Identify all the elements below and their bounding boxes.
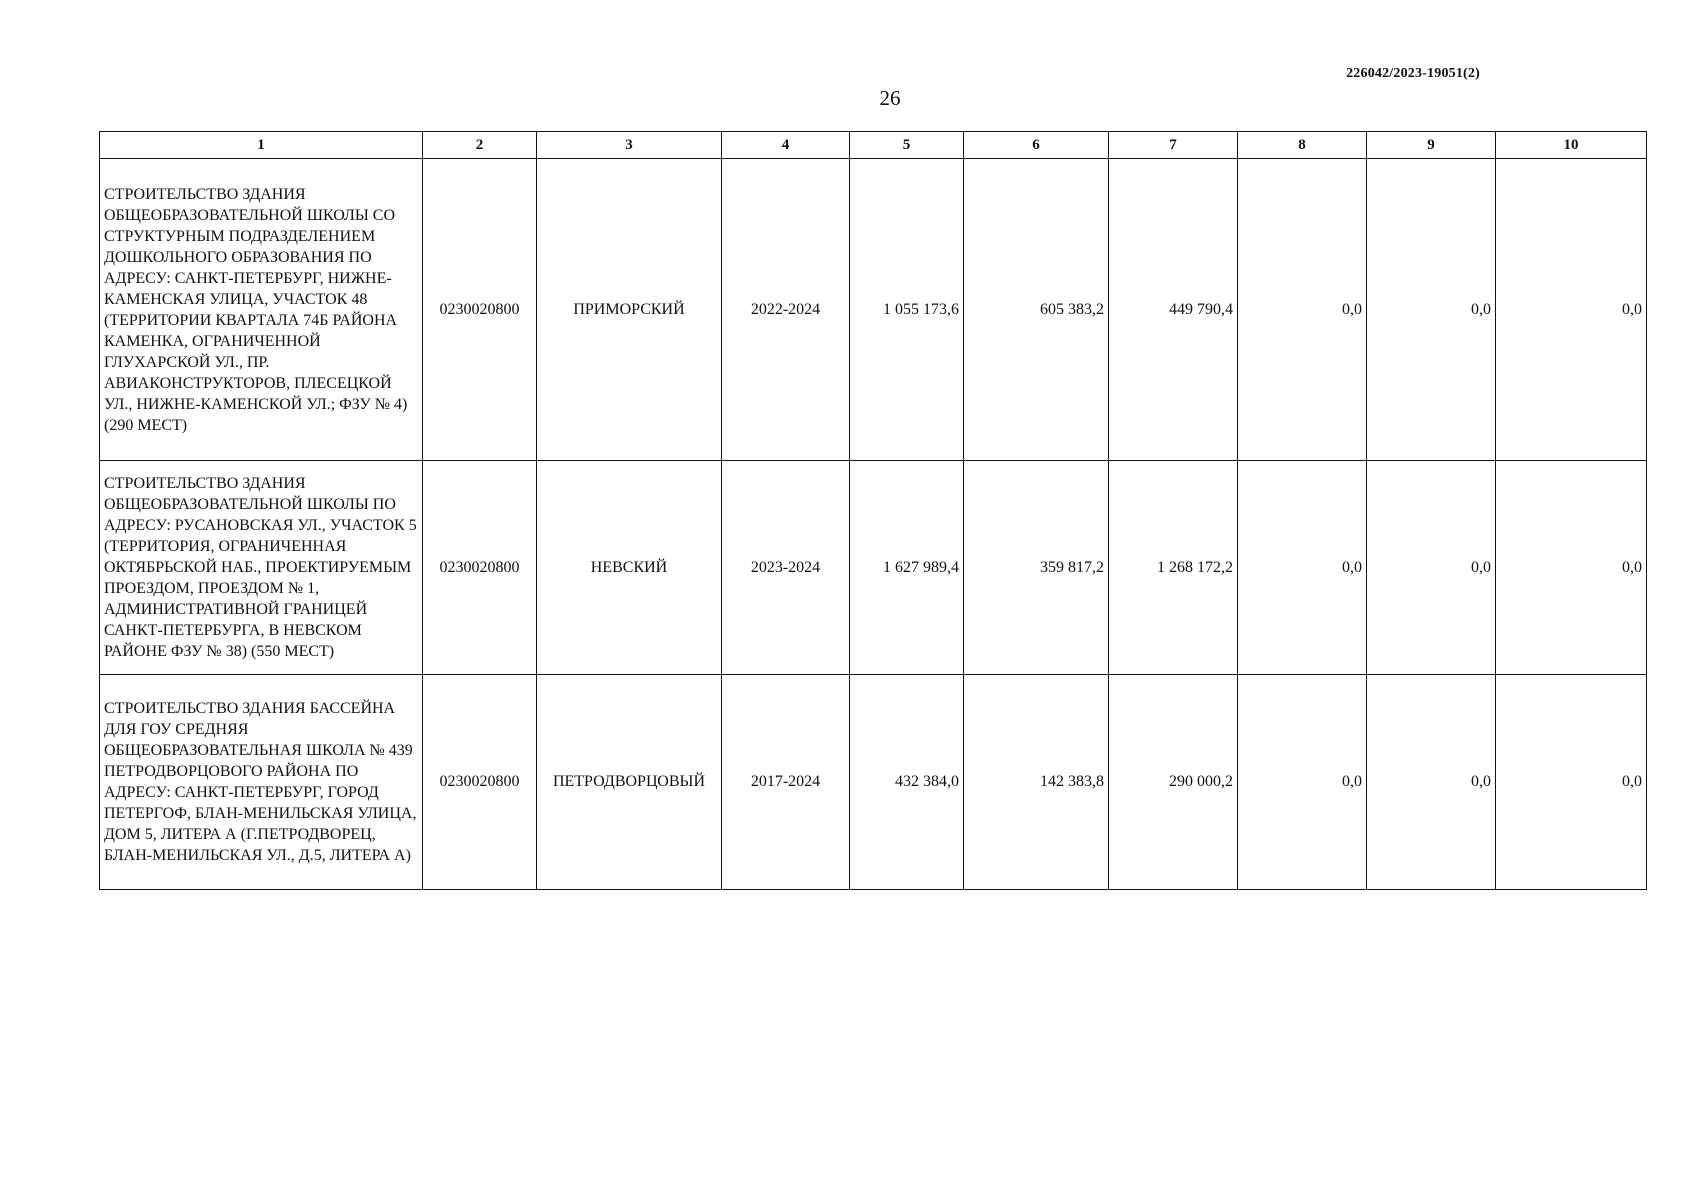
period-cell: 2023-2024 [722,461,850,675]
column-header: 2 [423,132,537,159]
object-name-cell: СТРОИТЕЛЬСТВО ЗДАНИЯ ОБЩЕОБРАЗОВАТЕЛЬНОЙ ШКОЛЫ ПО АДРЕСУ: РУСАНОВСКАЯ УЛ., УЧАСТОК 5 (ТЕРРИТОРИЯ, ОГРАНИЧЕННАЯ ОКТЯБРЬСКОЙ НАБ., ПРОЕКТИРУЕМЫМ ПРОЕЗДОМ, ПРОЕЗДОМ № 1, АДМИНИСТРАТИВНОЙ ГРАНИЦЕЙ САНКТ-ПЕТЕРБУРГА, В НЕВСКОМ РАЙОНЕ ФЗУ № 38) (550 МЕСТ) [100,461,423,675]
value-cell-7: 449 790,4 [1109,159,1238,461]
object-name-cell: СТРОИТЕЛЬСТВО ЗДАНИЯ ОБЩЕОБРАЗОВАТЕЛЬНОЙ ШКОЛЫ СО СТРУКТУРНЫМ ПОДРАЗДЕЛЕНИЕМ ДОШКОЛЬНОГО ОБРАЗОВАНИЯ ПО АДРЕСУ: САНКТ-ПЕТЕРБУРГ, НИЖНЕ-КАМЕНСКАЯ УЛИЦА, УЧАСТОК 48 (ТЕРРИТОРИИ КВАРТАЛА 74Б РАЙОНА КАМЕНКА, ОГРАНИЧЕННОЙ ГЛУХАРСКОЙ УЛ., ПР. АВИАКОНСТРУКТОРОВ, ПЛЕСЕЦКОЙ УЛ., НИЖНЕ-КАМЕНСКОЙ УЛ.; ФЗУ № 4) (290 МЕСТ) [100,159,423,461]
column-header: 9 [1367,132,1496,159]
column-header: 7 [1109,132,1238,159]
budget-code-cell: 0230020800 [423,675,537,890]
table-row [100,159,1647,461]
value-cell-10: 0,0 [1496,675,1647,890]
object-name-cell: СТРОИТЕЛЬСТВО ЗДАНИЯ БАССЕЙНА ДЛЯ ГОУ СРЕДНЯЯ ОБЩЕОБРАЗОВАТЕЛЬНАЯ ШКОЛА № 439 ПЕТРОДВОРЦОВОГО РАЙОНА ПО АДРЕСУ: САНКТ-ПЕТЕРБУРГ, ГОРОД ПЕТЕРГОФ, БЛАН-МЕНИЛЬСКАЯ УЛИЦА, ДОМ 5, ЛИТЕРА А (Г.ПЕТРОДВОРЕЦ, БЛАН-МЕНИЛЬСКАЯ УЛ., Д.5, ЛИТЕРА А) [100,675,423,890]
value-cell-9: 0,0 [1367,159,1496,461]
district-cell: НЕВСКИЙ [537,461,722,675]
investment-table [99,131,1647,890]
value-cell-7: 290 000,2 [1109,675,1238,890]
column-number-row [100,132,1647,159]
value-cell-8: 0,0 [1238,675,1367,890]
district-cell: ПРИМОРСКИЙ [537,159,722,461]
value-cell-8: 0,0 [1238,461,1367,675]
value-cell-5: 432 384,0 [850,675,964,890]
value-cell-6: 605 383,2 [964,159,1109,461]
column-header: 5 [850,132,964,159]
column-header: 1 [100,132,423,159]
value-cell-6: 359 817,2 [964,461,1109,675]
document-registration-number: 226042/2023-19051(2) [1346,66,1480,81]
value-cell-6: 142 383,8 [964,675,1109,890]
budget-code-cell: 0230020800 [423,461,537,675]
value-cell-5: 1 627 989,4 [850,461,964,675]
value-cell-9: 0,0 [1367,461,1496,675]
column-header: 8 [1238,132,1367,159]
period-cell: 2022-2024 [722,159,850,461]
value-cell-9: 0,0 [1367,675,1496,890]
value-cell-8: 0,0 [1238,159,1367,461]
column-header: 4 [722,132,850,159]
value-cell-5: 1 055 173,6 [850,159,964,461]
district-cell: ПЕТРОДВОРЦОВЫЙ [537,675,722,890]
column-header: 6 [964,132,1109,159]
period-cell: 2017-2024 [722,675,850,890]
value-cell-10: 0,0 [1496,461,1647,675]
column-header: 3 [537,132,722,159]
value-cell-10: 0,0 [1496,159,1647,461]
column-header: 10 [1496,132,1647,159]
value-cell-7: 1 268 172,2 [1109,461,1238,675]
page-number: 26 [879,86,901,110]
budget-code-cell: 0230020800 [423,159,537,461]
table-row [100,675,1647,890]
table-row [100,461,1647,675]
